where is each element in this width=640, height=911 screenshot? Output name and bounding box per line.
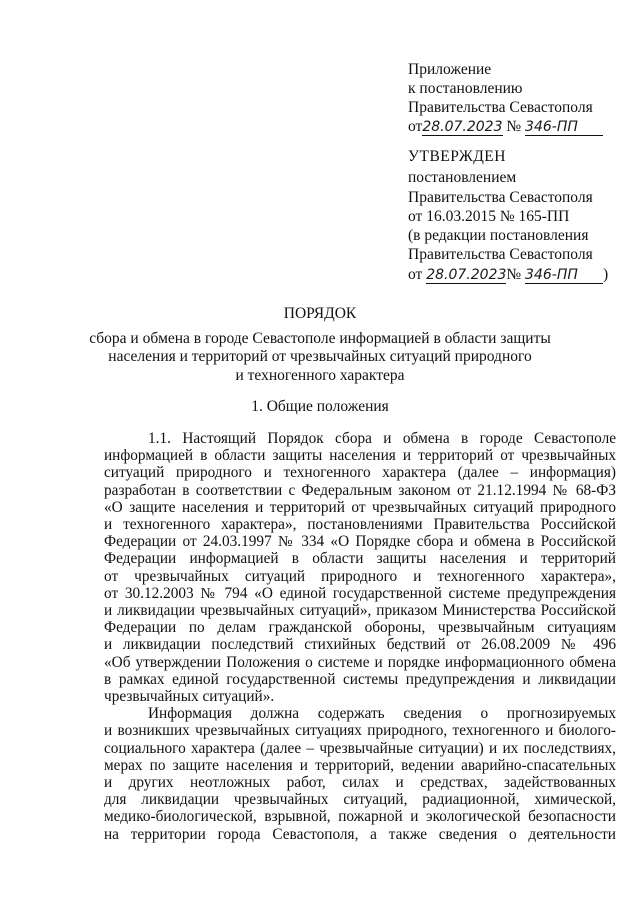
text-line: медико-биологической, взрывной, пожарной и экологической безопасности (104, 808, 616, 826)
title-line-4: и техногенного характера (235, 366, 405, 384)
text-line: ситуаций природного и техногенного характера (далее – информация) (104, 464, 616, 482)
text-line: «О защите населения и территорий от чрезвычайных ситуаций природного (104, 498, 616, 516)
title-line-2: сбора и обмена в городе Севастополе информацией в области защиты (89, 329, 551, 347)
text-line: социального характера (далее – чрезвычайные ситуации) и их последствиях, (104, 739, 616, 757)
text-line: Федерации информацией в области защиты населения и территорий (104, 550, 616, 568)
from-label: от (408, 118, 423, 135)
approved-heading: УТВЕРЖДЕН (408, 148, 506, 165)
appendix-block (408, 60, 603, 136)
text-line: «Об утверждении Положения о системе и порядке информационного обмена (104, 653, 616, 671)
text-line: Федерации от 24.03.1997 № 334 «О Порядке сбора и обмена в Российской (104, 533, 616, 551)
text-line: на территории города Севастополя, а также сведения о деятельности (104, 825, 616, 843)
text-line: Информация должна содержать сведения о прогнозируемых (148, 705, 616, 723)
text-line: в рамках единой государственной системы предупреждения и ликвидации (104, 670, 616, 688)
text-line: мерах по защите населения и территорий, ведении аварийно-спасательных (104, 756, 616, 774)
handwritten-number: 346-ПП (525, 268, 603, 284)
text-line: информацией в области защиты населения и территорий от чрезвычайных (104, 447, 616, 465)
document-body (104, 430, 616, 843)
text-line: 1.1. Настоящий Порядок сбора и обмена в городе Севастополе (148, 430, 616, 447)
appendix-line-3: Правительства Севастополя (408, 99, 593, 116)
number-sign: № (506, 118, 522, 135)
text-line: разработан в соответствии с Федеральным законом от 21.12.1994 № 68-ФЗ (104, 481, 616, 499)
from-label: от (408, 265, 423, 283)
approved-line-5: Правительства Севастополя (408, 246, 593, 264)
approved-line-4: (в редакции постановления (408, 227, 589, 245)
handwritten-date: 28.07.2023 (426, 266, 507, 283)
closing-parenthesis: ) (603, 265, 609, 283)
appendix-date-line (408, 117, 603, 136)
approved-date-line (408, 265, 608, 284)
handwritten-date: 28.07.2023 (422, 119, 503, 135)
appendix-line-2: к постановлению (408, 80, 523, 97)
appendix-line-1: Приложение (408, 61, 492, 78)
number-sign: № (506, 265, 522, 283)
handwritten-number: 346-ПП (525, 120, 603, 136)
approved-line-3: от 16.03.2015 № 165-ПП (408, 207, 570, 225)
approved-line-1: постановлением (408, 169, 517, 187)
approved-block (408, 147, 608, 284)
approved-line-2: Правительства Севастополя (408, 188, 593, 206)
title-line-1: ПОРЯДОК (283, 305, 357, 322)
text-line: от чрезвычайных ситуаций природного и техногенного характера», (104, 567, 616, 585)
text-line: и техногенного характера», постановлениями Правительства Российской (104, 516, 616, 534)
text-line: Федерации по делам гражданской обороны, чрезвычайным ситуациям (104, 619, 616, 637)
text-line: и ликвидации чрезвычайных ситуаций», приказом Министерства Российской (104, 602, 616, 620)
title-line-3: населения и территорий от чрезвычайных ситуаций природного (108, 348, 532, 365)
text-line: для ликвидации чрезвычайных ситуаций, радиационной, химической, (104, 791, 616, 809)
text-line: и других неотложных работ, силах и средствах, задействованных (104, 774, 616, 792)
paragraph-2 (104, 705, 616, 843)
text-line: и возникших чрезвычайных ситуациях природного, техногенного и биолого- (104, 722, 616, 740)
document-title (0, 305, 640, 385)
text-line: от 30.12.2003 № 794 «О единой государственной системе предупреждения (104, 584, 616, 602)
section-heading: 1. Общие положения (251, 398, 389, 415)
paragraph-1 (104, 430, 616, 705)
text-line: чрезвычайных ситуаций». (104, 688, 275, 706)
text-line: и ликвидации последствий стихийных бедствий от 26.08.2009 № 496 (104, 636, 616, 654)
